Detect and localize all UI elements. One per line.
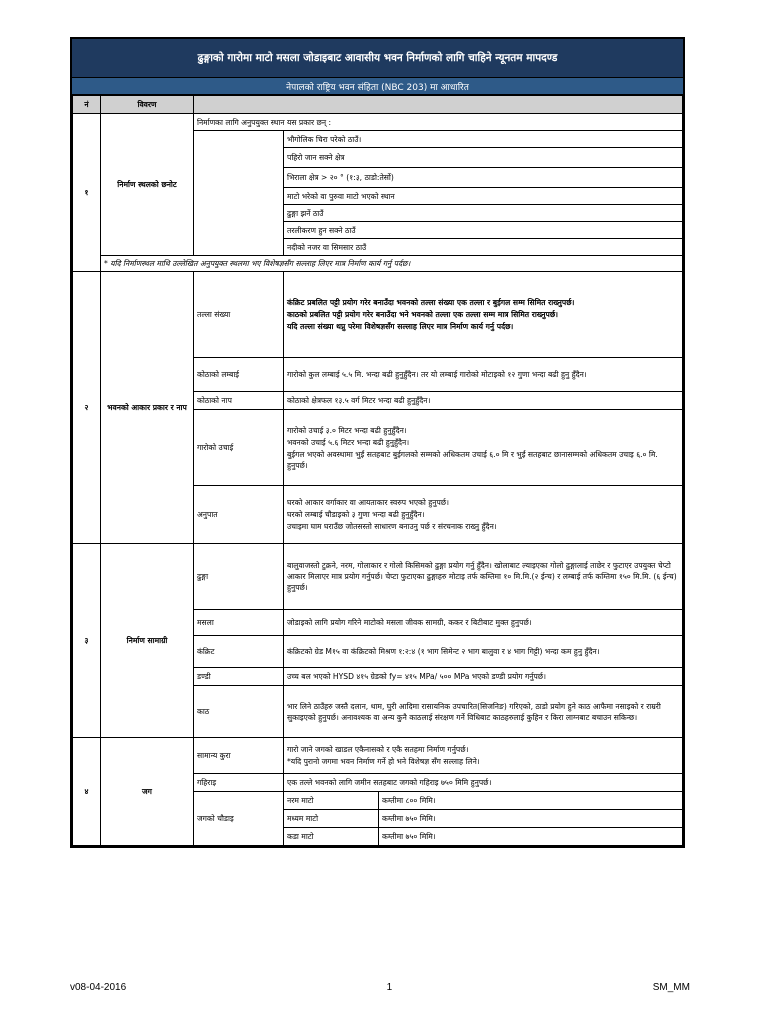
row-content xyxy=(284,392,683,410)
content-line: गारोको कुल लम्बाई ५.५ मि. भन्दा बढी हुनुहुँदैन। तर यो लम्बाई गारोको मोटाइको १२ गुणा भन्दा बढी हुनु हुँदैन। xyxy=(287,370,587,379)
row-label: मसला xyxy=(194,610,284,636)
section-number: २ xyxy=(73,272,101,544)
row-label: कोठाको लम्बाई xyxy=(194,358,284,392)
row-content xyxy=(284,686,683,738)
list-item: माटो भरेको वा पुरुवा माटो भएको स्थान xyxy=(284,188,683,205)
section-title: भवनको आकार प्रकार र नाप xyxy=(101,272,194,544)
row-content xyxy=(284,738,683,774)
content-line: गारोको उचाई ३.० मिटर भन्दा बढी हुनुहुँदैन। xyxy=(287,425,407,435)
footer-page-number: 1 xyxy=(386,982,393,993)
list-item: पहिरो जान सक्ने क्षेत्र xyxy=(284,148,683,168)
row-content xyxy=(284,610,683,636)
content-line: जोडाइको लागि प्रयोग गरिने माटोको मसला जीवक सामग्री, ककर र बिटीबाट मुक्त हुनुपर्छ। xyxy=(287,618,532,627)
row-content xyxy=(284,272,683,358)
section-title: निर्माण स्थलको छनोट xyxy=(101,114,194,256)
standards-table xyxy=(72,95,683,846)
content-line: कंक्रिट प्रबलित पट्टी प्रयोग गरेर बनाउँदा भवनको तल्ला संख्या एक तल्ला र बुईगल सम्म सिमित राख्नुपर्छ। xyxy=(287,298,575,307)
row-label: सामान्य कुरा xyxy=(194,738,284,774)
row-label: कंक्रिट xyxy=(194,636,284,668)
row-label: काठ xyxy=(194,686,284,738)
row-label: गारोको उचाई xyxy=(194,410,284,486)
footer-version: v08-04-2016 xyxy=(70,982,127,993)
content-line: उचाइमा घाम घराउँछ जोतसस्तो साधारण बनाउनु पर्छ र संरचनाक राख्नु हुँदैन। xyxy=(287,522,497,531)
soil-type: कडा माटो xyxy=(284,828,379,846)
row-label: कोठाको नाप xyxy=(194,392,284,410)
section-materials xyxy=(73,544,683,738)
list-item: तरलीकरण हुन सक्ने ठाउँ xyxy=(284,222,683,239)
footer-code: SM_MM xyxy=(652,982,690,993)
site-intro: निर्माणका लागि अनुपयुक्त स्थान यस प्रकार छन् : xyxy=(194,114,683,131)
soil-type: मध्यम माटो xyxy=(284,810,379,828)
list-item: ढुङ्गा झर्ने ठाउँ xyxy=(284,205,683,222)
section-number: १ xyxy=(73,114,101,272)
content-line: उच्च बल भएको HYSD ४१५ ग्रेडको fy= ४१५ MPa/ ५०० MPa भएको डण्डी प्रयोग गर्नुपर्छ। xyxy=(287,672,547,681)
section-building-shape xyxy=(73,272,683,544)
content-line: बालुवाजस्तो टुक्रने, नरम, गोलाकार र गोलो किसिमको ढुङ्गा प्रयोग गर्नु हुँदैन। खोलाबाट ल्याइएका गोलो ढुङ्गालाई ताछेर र फुटाएर उपयुक्त चेप्टो आकार मिलाएर मात्र प्रयोग गर्नुपर्छ। चेप्टा फुटाएका ढुङ्गाहरु मोटाइ तर्फ कम्तिमा १० मि.मि.(२ ईन्च) र लम्बाई तर्फ कम्तिमा १५० मि.मि. (६ ईन्च) हुनुपर्छ। xyxy=(287,561,677,592)
row-label: जगको चौडाइ xyxy=(194,792,284,846)
soil-width: कम्तीमा ८०० मिमि। xyxy=(379,792,683,810)
row-content xyxy=(284,636,683,668)
content-line: यदि तल्ला संख्या थप्नु परेमा विशेषज्ञसँग सल्लाह लिएर मात्र निर्माण कार्य गर्नु पर्दछ। xyxy=(287,322,514,331)
row-content xyxy=(284,410,683,486)
section-title: जग xyxy=(101,738,194,846)
row-label: डण्डी xyxy=(194,668,284,686)
site-note: * यदि निर्माणस्थल माथि उल्लेखित अनुपयुक्त स्थलमा भए विशेषज्ञसँग सल्लाह लिएर मात्र निर्माण कार्य गर्नु पर्दछ। xyxy=(101,256,683,272)
section-number: ४ xyxy=(73,738,101,846)
document-title: ढुङ्गाको गारोमा माटो मसला जोडाइबाट आवासीय भवन निर्माणको लागि चाहिने न्यूनतम मापदण्ड xyxy=(72,39,683,78)
content-line: काठको प्रबलित पट्टी प्रयोग गरेर बनाउँदा भने भवनको तल्ला एक तल्ला सम्म मात्र सिमित राख्नुपर्छ। xyxy=(287,310,559,319)
row-label: अनुपात xyxy=(194,486,284,544)
content-line: गारो जाने जगको खाडल एकैनासको र एकै सतहमा निर्माण गर्नुपर्छ। xyxy=(287,745,469,754)
row-content xyxy=(284,668,683,686)
row-content xyxy=(284,486,683,544)
content-line: घरको आकार वर्गाकार वा आयताकार स्वरुप भएको हुनुपर्छ। xyxy=(287,498,450,507)
list-item: भौगोलिक चिरा परेको ठाउँ। xyxy=(284,131,683,148)
section-foundation xyxy=(73,738,683,846)
header-num: नं xyxy=(73,96,101,114)
content-line: घरको लम्बाई चौडाइको ३ गुणा भन्दा बढी हुनुहुँदैन। xyxy=(287,510,425,519)
section-title: निर्माण सामाग्री xyxy=(101,544,194,738)
content-line: भार लिने ठाउँहरु जस्तै दलान, थाम, घुरी आदिमा रासायनिक उपचारित(सिजनिङ) गरिएको, ठाडो प्रयोग हुने काठ आफैमा नसाइको र राम्ररी सुकाइएको हुनुपर्छ। अनावश्यक वा अन्य कुनै काठलाई संरक्षण गर्ने विधिबाट काठहरुलाई कुहिन र किरा लाग्नबाट बचाउन सकिन्छ। xyxy=(287,701,661,722)
row-content xyxy=(284,544,683,610)
header-row xyxy=(73,96,683,114)
document-subtitle: नेपालको राष्ट्रिय भवन संहिता (NBC 203) मा आधारित xyxy=(72,78,683,95)
standards-document xyxy=(70,37,685,848)
row-content xyxy=(284,358,683,392)
list-item: नदीको नजर वा सिमसार ठाउँ xyxy=(284,239,683,256)
section-site-selection xyxy=(73,114,683,272)
content-line: कंक्रिटको ग्रेड M१५ वा कंक्रिटको मिश्रण १:२:४ (१ भाग सिमेन्ट २ भाग बालुवा र ४ भाग गिट्टी) भन्दा कम हुनु हुँदैन। xyxy=(287,647,600,656)
soil-width: कम्तीमा ७५० मिमि। xyxy=(379,810,683,828)
soil-type: नरम माटो xyxy=(284,792,379,810)
row-label: तल्ला संख्या xyxy=(194,272,284,358)
header-desc: विवरण xyxy=(101,96,194,114)
content-line: *यदि पुरानो जगमा भवन निर्माण गर्ने हो भने विशेषज्ञ सँग सल्लाह लिने। xyxy=(287,757,480,766)
content-line: कोठाको क्षेत्रफल १३.५ वर्ग मिटर भन्दा बढी हुनुहुँदैन। xyxy=(287,396,431,405)
row-label: ढुङ्गा xyxy=(194,544,284,610)
row-content: एक तल्ले भवनको लागि जमीन सतहबाट जगको गहिराइ ७५० मिमि हुनुपर्छ। xyxy=(284,774,683,792)
content-line: बुईगल भएको अवस्थामा भुईं सतहबाट बुईगलको सम्मको अधिकतम उचाई ६.० मि र भुईं सतहबाट छानासम्मको अधिकतम उचाइ ६.० मि. हुनुपर्छ। xyxy=(287,449,658,470)
header-detail xyxy=(194,96,683,114)
site-items-spacer xyxy=(194,131,284,256)
section-number: ३ xyxy=(73,544,101,738)
content-line: भवनको उचाई ५.६ मिटर भन्दा बढी हुनुहुँदैन। xyxy=(287,437,410,447)
soil-width: कम्तीमा ७५० मिमि। xyxy=(379,828,683,846)
row-label: गहिराइ xyxy=(194,774,284,792)
page-footer xyxy=(70,982,690,993)
list-item: भिराला क्षेत्र > २० ° (१:३, ठाडो:तेर्सो) xyxy=(284,168,683,188)
